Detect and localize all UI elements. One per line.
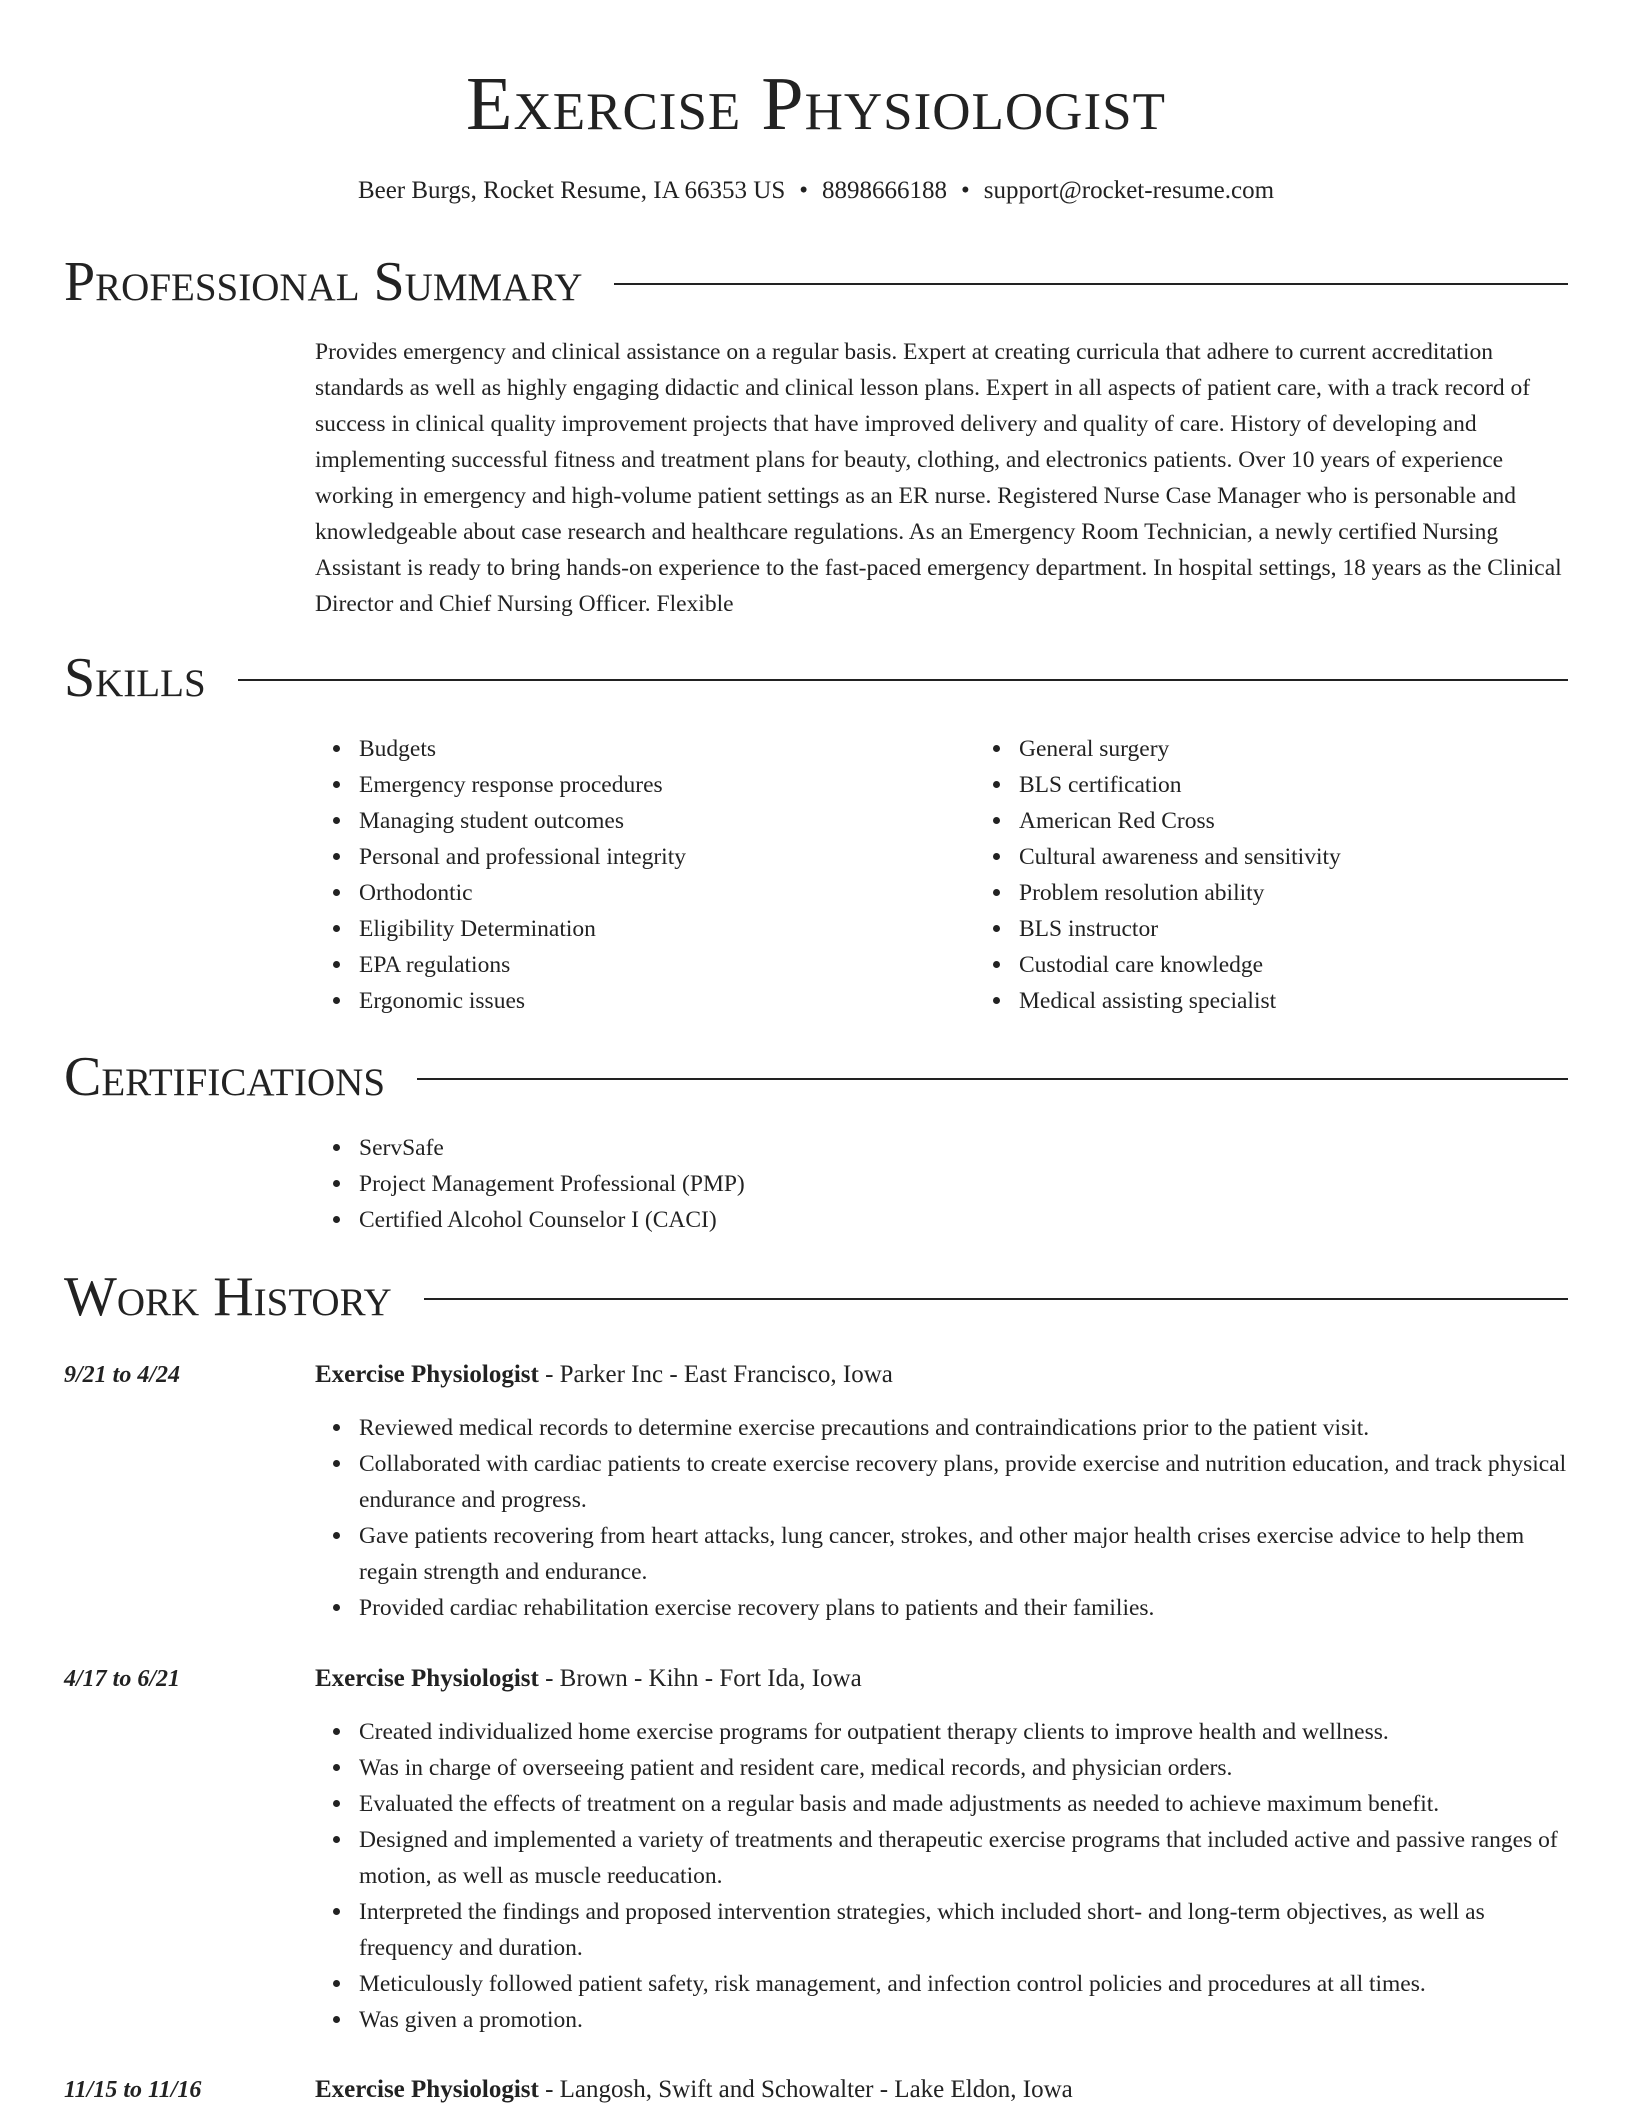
job-duties [315,1410,1568,1626]
skills-list [315,731,1568,1019]
list-item: Personal and professional integrity [359,839,975,875]
list-item: Collaborated with cardiac patients to create exercise recovery plans, provide exercise and nutrition education, and track physical endurance and progress. [359,1446,1568,1518]
job-dates: 4/17 to 6/21 [64,1666,181,1692]
list-item: BLS instructor [1019,911,1632,947]
job-employer: - Parker Inc - East Francisco, Iowa [538,1361,893,1388]
list-item: Custodial care knowledge [1019,947,1632,983]
job-title: Exercise Physiologist [315,2076,539,2103]
contact-line [0,174,1632,208]
list-item: Provided cardiac rehabilitation exercise recovery plans to patients and their families. [359,1590,1568,1626]
job-dates: 11/15 to 11/16 [64,2077,202,2103]
certifications-heading: Certifications [64,1046,386,1108]
list-item: Cultural awareness and sensitivity [1019,839,1632,875]
list-item: Reviewed medical records to determine exercise precautions and contraindications prior to the patient visit. [359,1410,1568,1446]
job-dates: 9/21 to 4/24 [64,1362,181,1388]
list-item: Ergonomic issues [359,983,975,1019]
contact-phone: 8898666188 [822,177,947,204]
section-divider [614,283,1568,285]
work-heading: Work History [64,1266,392,1328]
list-item: Meticulously followed patient safety, risk management, and infection control policies and procedures at all times. [359,1966,1568,2002]
list-item: BLS certification [1019,767,1632,803]
contact-separator: • [799,177,808,204]
list-item: Interpreted the findings and proposed intervention strategies, which included short- and long-term objectives, as well as frequency and duration. [359,1894,1568,1966]
certifications-list [315,1130,1568,1238]
contact-address: Beer Burgs, Rocket Resume, IA 66353 US [357,177,786,204]
list-item: Created individualized home exercise programs for outpatient therapy clients to improve health and wellness. [359,1714,1568,1750]
list-item: Emergency response procedures [359,767,975,803]
list-item: Budgets [359,731,975,767]
summary-heading: Professional Summary [64,251,583,313]
list-item: EPA regulations [359,947,975,983]
summary-text: Provides emergency and clinical assistance on a regular basis. Expert at creating curricula that adhere to current accreditation standards as well as highly engaging didactic and clinical lesson plans. Expert in all aspects of patient care, with a track record of success in clinical quality improvement projects that have improved delivery and quality of care. History of developing and implementing successful fitness and treatment plans for beauty, clothing, and electronics patients. Over 10 years of experience working in emergency and high-volume patient settings as an ER nurse. Registered Nurse Case Manager who is personable and knowledgeable about case research and healthcare regulations. As an Emergency Room Technician, a newly certified Nursing Assistant is ready to bring hands-on experience to the fast-paced emergency department. In hospital settings, 18 years as the Clinical Director and Chief Nursing Officer. Flexible [315,339,1562,617]
list-item: American Red Cross [1019,803,1632,839]
job-title-line [315,1662,1568,1696]
list-item: Was given a promotion. [359,2002,1568,2038]
section-divider [417,1078,1568,1080]
certifications-items [315,1130,1568,1238]
list-item: Orthodontic [359,875,975,911]
list-item: Certified Alcohol Counselor I (CACI) [359,1202,1568,1238]
list-item: Medical assisting specialist [1019,983,1632,1019]
contact-email: support@rocket-resume.com [983,177,1275,204]
skills-column-left [315,731,975,1019]
skills-column-right [975,731,1632,1019]
job-title-line [315,2073,1568,2107]
job-title: Exercise Physiologist [315,1665,539,1692]
section-divider [238,679,1568,681]
job-title-line [315,1358,1568,1392]
list-item: Evaluated the effects of treatment on a regular basis and made adjustments as needed to achieve maximum benefit. [359,1786,1568,1822]
job-employer: - Brown - Kihn - Fort Ida, Iowa [538,1665,862,1692]
skills-heading: Skills [64,647,206,709]
section-divider [424,1298,1568,1300]
list-item: Eligibility Determination [359,911,975,947]
certifications-section-header [64,1045,1568,1109]
list-item: Problem resolution ability [1019,875,1632,911]
list-item: General surgery [1019,731,1632,767]
list-item: Designed and implemented a variety of treatments and therapeutic exercise programs that included active and passive ranges of motion, as well as muscle reeducation. [359,1822,1568,1894]
list-item: Was in charge of overseeing patient and resident care, medical records, and physician orders. [359,1750,1568,1786]
list-item: Gave patients recovering from heart attacks, lung cancer, strokes, and other major health crises exercise advice to help them regain strength and endurance. [359,1518,1568,1590]
list-item: Managing student outcomes [359,803,975,839]
candidate-name: Exercise Physiologist [466,62,1166,146]
list-item: Project Management Professional (PMP) [359,1166,1568,1202]
job-duties-list [315,1714,1568,2038]
summary-section-header [64,250,1568,314]
job-duties-list [315,1410,1568,1626]
skills-section-header [64,646,1568,710]
contact-separator: • [961,177,970,204]
job-title: Exercise Physiologist [315,1361,539,1388]
list-item: ServSafe [359,1130,1568,1166]
work-section-header [64,1265,1568,1329]
job-duties [315,1714,1568,2038]
job-employer: - Langosh, Swift and Schowalter - Lake Eldon, Iowa [538,2076,1073,2103]
